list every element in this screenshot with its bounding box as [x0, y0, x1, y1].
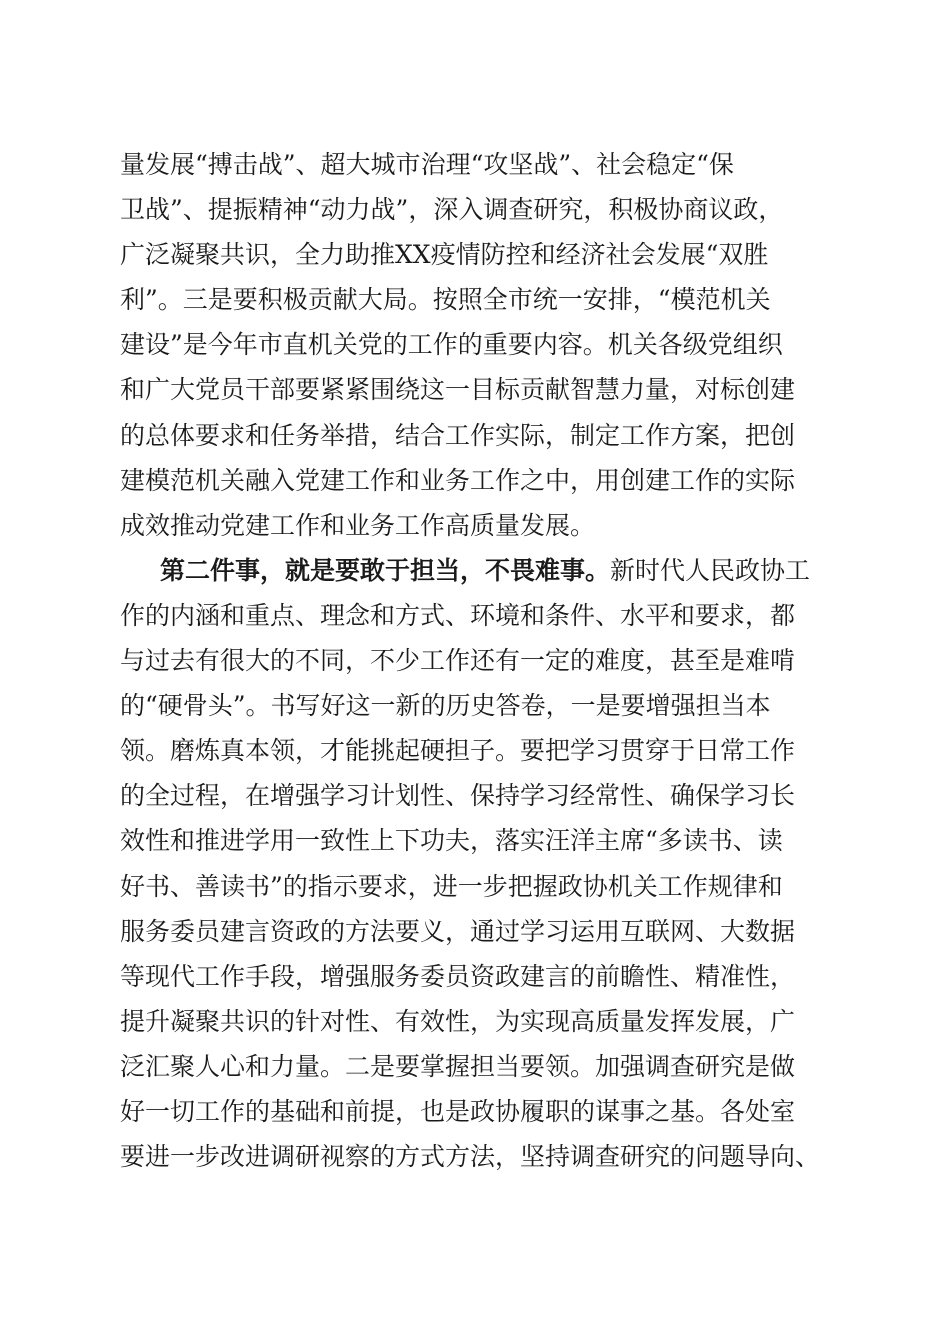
text-line: 的“硬骨头”。书写好这一新的历史答卷，一是要增强担当本: [120, 691, 771, 721]
text-line: 作的内涵和重点、理念和方式、环境和条件、水平和要求，都: [120, 600, 796, 630]
text-line: 提升凝聚共识的针对性、有效性，为实现高质量发挥发展，广: [120, 1006, 796, 1036]
text-line: 和广大党员干部要紧紧围绕这一目标贡献智慧力量，对标创建: [120, 375, 796, 405]
text-line: 好一切工作的基础和前提，也是政协履职的谋事之基。各处室: [120, 1096, 796, 1126]
paragraph-2-first-line: [120, 548, 840, 593]
text-line: 的全过程，在增强学习计划性、保持学习经常性、确保学习长: [120, 781, 796, 811]
paragraph-2-lead: 新时代人民政协工: [610, 555, 811, 585]
body-text: [120, 142, 840, 1179]
text-line: 广泛凝聚共识，全力助推XX疫情防控和经济社会发展“双胜: [120, 240, 769, 270]
text-line: 量发展“搏击战”、超大城市治理“攻坚战”、社会稳定“保: [120, 150, 734, 179]
text-line: 与过去有很大的不同，不少工作还有一定的难度，甚至是难啃: [120, 646, 796, 676]
text-line: 服务委员建言资政的方法要义，通过学习运用互联网、大数据: [120, 916, 796, 946]
text-line: 建设”是今年市直机关党的工作的重要内容。机关各级党组织: [120, 330, 783, 360]
section-heading: 第二件事，就是要敢于担当，不畏难事。: [160, 555, 611, 585]
text-line: 的总体要求和任务举措，结合工作实际，制定工作方案，把创: [120, 420, 796, 450]
text-line: 成效推动党建工作和业务工作高质量发展。: [120, 510, 596, 540]
text-line: 卫战”、提振精神“动力战”，深入调查研究，积极协商议政，: [120, 195, 784, 225]
text-line: 利”。三是要积极贡献大局。按照全市统一安排，“模范机关: [120, 285, 771, 315]
text-line: 好书、善读书”的指示要求，进一步把握政协机关工作规律和: [120, 871, 783, 901]
text-line: 要进一步改进调研视察的方式方法，坚持调查研究的问题导向、: [120, 1142, 821, 1172]
text-line: 领。磨炼真本领，才能挑起硬担子。要把学习贯穿于日常工作: [120, 736, 796, 766]
text-line: 等现代工作手段，增强服务委员资政建言的前瞻性、精准性，: [120, 961, 796, 991]
text-line: 建模范机关融入党建工作和业务工作之中，用创建工作的实际: [120, 465, 796, 495]
text-line: 效性和推进学用一致性上下功夫，落实汪洋主席“多读书、读: [120, 826, 783, 856]
text-line: 泛汇聚人心和力量。二是要掌握担当要领。加强调查研究是做: [120, 1051, 796, 1081]
